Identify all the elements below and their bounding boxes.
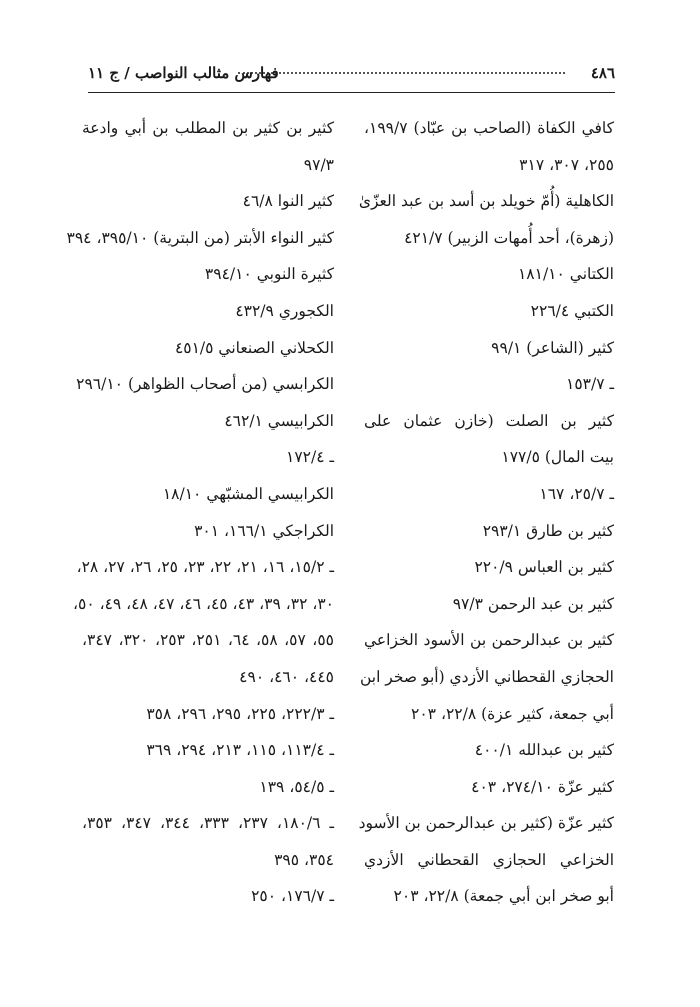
index-entry-line: ٢٥٥، ٣٠٧، ٣١٧ [519, 155, 614, 174]
index-entry-line: بيت المال) ١٧٧/٥ [501, 448, 614, 467]
index-entry-line: الحجازي القحطاني الأزدي (أبو صخر ابن [359, 667, 614, 686]
index-entry-line: الكحلاني الصنعاني ٤٥١/٥ [174, 338, 334, 357]
index-entry-line: كثير بن العباس ٢٢٠/٩ [474, 558, 614, 577]
index-entry-line: كثير (الشاعر) ٩٩/١ [491, 338, 614, 357]
index-entry-line: ـ ٢٥/٧، ١٦٧ [539, 484, 614, 503]
index-entry-line: كثير النوا ٤٦/٨ [242, 192, 334, 211]
index-entry-line: الكرابيسي ٤٦٢/١ [224, 411, 334, 430]
index-entry-line: كافي الكفاة (الصاحب بن عبّاد) ١٩٩/٧، [364, 119, 614, 137]
index-entry-line: (زهرة)، أحد أُمهات الزبير) ٤٢١/٧ [404, 228, 614, 247]
index-entry-line: ٣٠، ٣٢، ٣٩، ٤٣، ٤٥، ٤٦، ٤٧، ٤٨، ٤٩، ٥٠، [72, 594, 334, 613]
index-entry-line: الكتاني ١٨١/١٠ [517, 265, 614, 284]
page-number: ٤٨٦ [590, 64, 615, 82]
index-entry-line: الخزاعي الحجازي القحطاني الأزدي [364, 850, 614, 869]
index-entry-line: كثير بن الصلت (خازن عثمان على [364, 411, 614, 430]
index-entry-line: الكراجكي ١٦٦/١، ٣٠١ [194, 521, 334, 540]
index-entry-line: الكرابسي (من أصحاب الظواهر) ٢٩٦/١٠ [76, 375, 334, 394]
index-entry-line: الكجوري ٤٣٢/٩ [235, 301, 334, 320]
header-leader-dots [238, 72, 565, 74]
index-entry-line: ـ ١١٣/٤، ١١٥، ٢١٣، ٢٩٤، ٣٦٩ [146, 741, 334, 760]
index-entry-line: أبو صخر ابن أبي جمعة) ٢٢/٨، ٢٠٣ [393, 887, 614, 906]
index-column-left [66, 110, 334, 915]
index-entry-line: كثير بن كثير بن المطلب بن أبي وادعة [82, 119, 334, 137]
running-header [88, 58, 615, 88]
index-entry-line: ٥٥، ٥٧، ٥٨، ٦٤، ٢٥١، ٢٥٣، ٣٢٠، ٣٤٧، [82, 631, 334, 650]
index-entry-line: الكاهلية (أُمّ خويلد بن أسد بن عبد العزّىٰ [358, 192, 614, 211]
index-entry-line: أبي جمعة، كثير عزة) ٢٢/٨، ٢٠٣ [411, 704, 614, 723]
index-entry-line: الكرابيسي المشبّهي ١٨/١٠ [162, 484, 334, 503]
index-entry-line: ٤٤٥، ٤٦٠، ٤٩٠ [239, 667, 334, 686]
index-entry-line: كثير عزّة (كثير بن عبدالرحمن بن الأسود [358, 814, 614, 833]
index-column-right [358, 110, 614, 915]
index-entry-line: ـ ٥٤/٥، ١٣٩ [259, 777, 334, 796]
index-entry-line: كثير بن طارق ٢٩٣/١ [482, 521, 614, 540]
index-entry-line: كثير عزّة ٢٧٤/١٠، ٤٠٣ [471, 777, 614, 796]
index-entry-line: ـ ١٥٣/٧ [566, 375, 614, 394]
index-entry-line: كثير بن عبدالله ٤٠٠/١ [474, 741, 614, 760]
index-entry-line: ـ ١٧٢/٤ [286, 448, 334, 467]
index-entry-line: كثيرة النوبي ٣٩٤/١٠ [204, 265, 334, 284]
index-entry-line: ٣٥٤، ٣٩٥ [274, 850, 334, 869]
header-rule [88, 92, 615, 93]
header-title: فهارس مثالب النواصب / ج ١١ [88, 64, 279, 82]
index-entry-line: ـ ١٨٠/٦، ٢٣٧، ٣٣٣، ٣٤٤، ٣٤٧، ٣٥٣، [82, 814, 334, 833]
index-entry-line: كثير بن عبدالرحمن بن الأسود الخزاعي [364, 631, 614, 650]
index-entry-line: ـ ١٥/٢، ١٦، ٢١، ٢٢، ٢٣، ٢٥، ٢٦، ٢٧، ٢٨، [76, 558, 334, 577]
index-entry-line: كثير النواء الأبتر (من البترية) ٣٩٥/١٠، ٣٩٤ [66, 228, 334, 247]
index-entry-line: ـ ٢٢٢/٣، ٢٢٥، ٢٩٥، ٢٩٦، ٣٥٨ [146, 704, 334, 723]
index-entry-line: كثير بن عبد الرحمن ٩٧/٣ [452, 594, 614, 613]
index-entry-line: ـ ١٧٦/٧، ٢٥٠ [251, 887, 334, 906]
index-entry-line: الكتبي ٢٢٦/٤ [530, 301, 614, 320]
index-entry-line: ٩٧/٣ [303, 155, 334, 174]
